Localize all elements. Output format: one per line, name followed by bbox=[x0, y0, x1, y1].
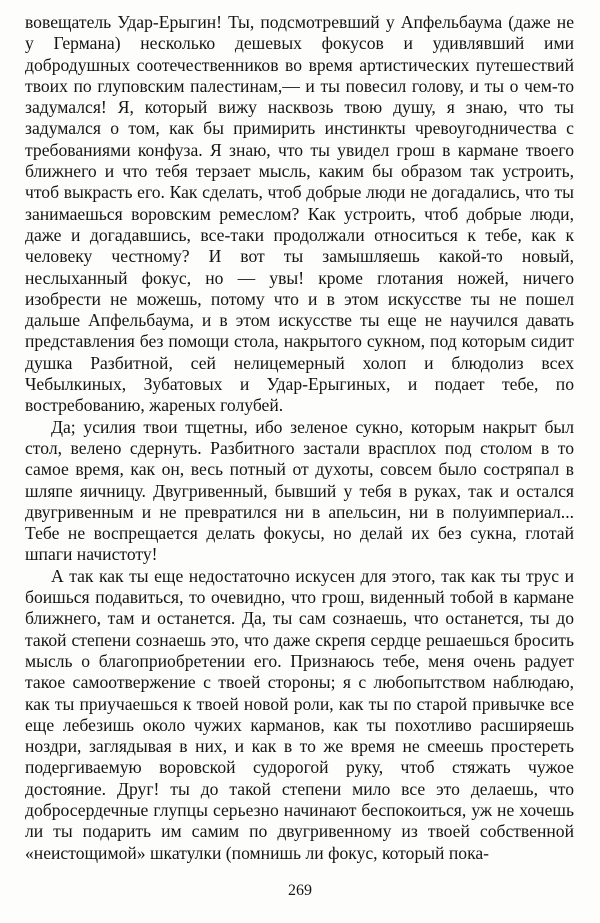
paragraph-1: вовещатель Удар-Ерыгин! Ты, подсмотревший у Апфельбаума (даже не у Германа) несколько дешевых фокусов и удивлявший ими добродушных соотечественников во время артистических путешествий твоих по глуповским палестинам,— и ты повесил голову, и ты о чем-то задумался! Я, который вижу насквозь твою душу, я знаю, что ты задумался о том, как бы примирить инстинкты чревоугодничества с требованиями конфуза. Я знаю, что ты увидел грош в кармане твоего ближнего и что тебя терзает мысль, каким бы образом так устроить, чтоб выкрасть его. Как сделать, чтоб добрые люди не догадались, что ты занимаешься воровским ремеслом? Как устроить, чтоб добрые люди, даже и догадавшись, все-таки продолжали относиться к тебе, как к человеку честному? И вот ты замышляешь какой-то новый, неслыханный фокус, но — увы! кроме глотания ножей, ничего изобрести не можешь, потому что и в этом искусстве ты не пошел дальше Апфельбаума, и в этом искусстве ты еще не научился давать представления без помощи стола, накрытого сукном, под которым сидит душка Разбитной, сей нелицемерный холоп и блюдолиз всех Чебылкиных, Зубатовых и Удар-Ерыгиных, и подает тебе, по востребованию, жареных голубей. bbox=[25, 12, 574, 416]
paragraph-2: Да; усилия твои тщетны, ибо зеленое сукно, которым накрыт был стол, велено сдернуть. Разбитного застали врасплох под столом в то самое время, как он, весь потный от духоты, совсем было состряпал в шляпе яичницу. Двугривенный, бывший у тебя в руках, так и остался двугривенным и не превратился ни в апельсин, ни в полуимпериал... Тебе не воспрещается делать фокусы, но делай их без сукна, глотай шпаги начистоту! bbox=[25, 416, 574, 565]
paragraph-3: А так как ты еще недостаточно искусен для этого, так как ты трус и боишься подавиться, то очевидно, что грош, виденный тобой в кармане ближнего, там и останется. Да, ты сам сознаешь, что останется, ты до такой степени сознаешь это, что даже скрепя сердце решаешься бросить мысль о благоприобретении его. Признаюсь тебе, меня очень радует такое самоотвержение с твоей стороны; я с любопытством наблюдаю, как ты приучаешься к твоей новой роли, как ты по старой привычке все еще лебезишь около чужих карманов, как ты похотливо расширяешь ноздри, заглядывая в них, и как в то же время не смеешь простереть подергиваемую воровской судорогой руку, чтоб стяжать чужое достояние. Друг! ты до такой степени мило все это делаешь, что добросердечные глупцы серьезно начинают беспокоиться, уж не хочешь ли ты подарить им самим по двугривенному из твоей собственной «неистощимой» шкатулки (помнишь ли фокус, который пока- bbox=[25, 565, 574, 863]
page-number: 269 bbox=[288, 882, 312, 899]
body-text bbox=[25, 12, 574, 864]
